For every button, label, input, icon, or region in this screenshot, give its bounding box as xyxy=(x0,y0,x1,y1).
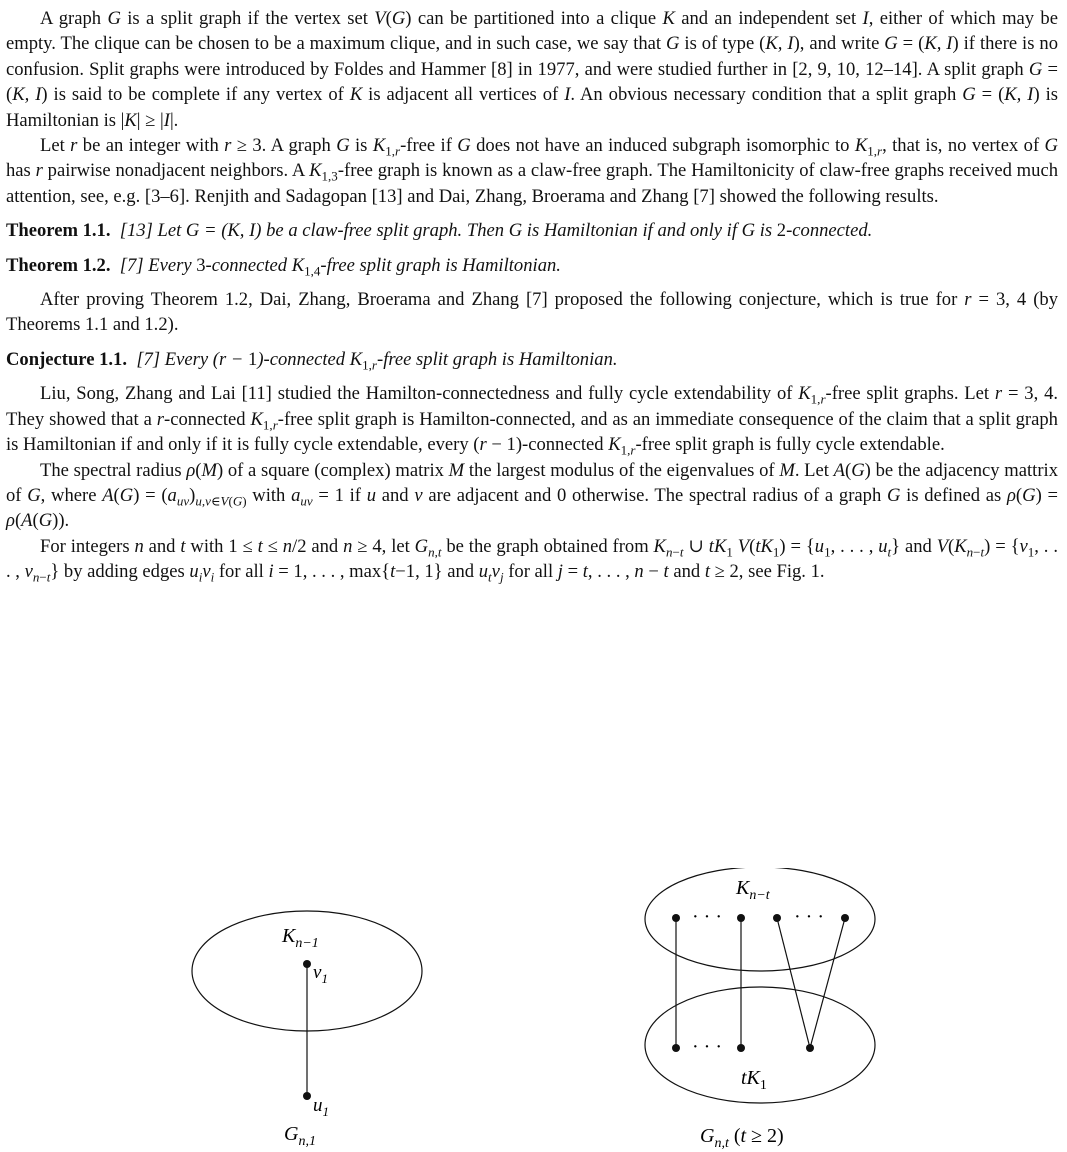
vertex-top-3 xyxy=(773,914,781,922)
paragraph-gnt-definition: For integers n and t with 1 ≤ t ≤ n/2 and n ≥ 4, let $G_{n,t}$ be the graph obtained from $K_{n-t}$ ∪ $tK_1$ $V(tK_1) = \{u_1$, . . . , $u_t$} and $V(K_{n-t}) = \{v_1$, . . . , $v_{n-t}$} by adding edges $u_iv_i$ for all i = 1, . . . , max{t−1, 1} and $u_tv_j$ for all j = t, . . . , n − t and t ≥ 2, see Fig. 1. xyxy=(6,535,1058,585)
vertex-top-2 xyxy=(737,914,745,922)
dots-top-2: · · · xyxy=(794,906,824,928)
conjecture-1-1: Conjecture 1.1. [7] Every (r − 1)-connected $K_{1,r}$-free split graph is Hamiltonian. xyxy=(6,348,618,373)
figure-1 xyxy=(0,868,1067,1152)
figure-right-gnt xyxy=(645,868,875,1151)
dots-bottom: · · · xyxy=(692,1036,722,1058)
edge-ut-vnt xyxy=(810,918,845,1048)
independent-label: $tK_1$ xyxy=(741,1067,767,1093)
vertex-v1-label: $v_1$ xyxy=(313,962,328,986)
caption-left: $G_{n,1}$ xyxy=(284,1123,316,1149)
vertex-v1 xyxy=(303,960,311,968)
conjecture-1-1-head: Conjecture 1.1. xyxy=(6,348,128,370)
vertex-top-1 xyxy=(672,914,680,922)
paragraph-liu-song: Liu, Song, Zhang and Lai [11] studied the Hamilton-connectedness and fully cycle extendability of $K_{1,r}$-free split graphs. Let r = 3, 4. They showed that a r-connected $K_{1,r}$-free split graph is Hamilton-connected, and as an immediate consequence of the claim that a split graph is Hamiltonian if and only if it is fully cycle extendable, every (r − 1)-connected $K_{1,r}$-free split graph is fully cycle extendable. xyxy=(6,383,1059,458)
edge-ut-vt xyxy=(777,918,810,1048)
vertex-u1-label: $u_1$ xyxy=(313,1095,329,1119)
paragraph-after-theorem: After proving Theorem 1.2, Dai, Zhang, Broerama and Zhang [7] proposed the following conjecture, which is true for r = 3, 4 (by Theorems 1.1 and 1.2). xyxy=(6,289,1058,336)
vertex-u1 xyxy=(303,1092,311,1100)
paragraph-claw-free: Let r be an integer with r ≥ 3. A graph G is $K_{1,r}$-free if G does not have an induced subgraph isomorphic to $K_{1,r}$, that is, no vertex of G has r pairwise nonadjacent neighbors. A $K_{1,3}$-free graph is known as a claw-free graph. The Hamiltonicity of claw-free graphs received much attention, see, e.g. [3–6]. Renjith and Sadagopan [13] and Dai, Zhang, Broerama and Zhang [7] showed the following results. xyxy=(6,135,1058,207)
theorem-1-1-head: Theorem 1.1. xyxy=(6,220,111,242)
clique-label-right: $K_{n-t}$ xyxy=(736,877,770,903)
dots-top-1: · · · xyxy=(692,906,722,928)
theorem-1-2: Theorem 1.2. [7] Every 3-connected $K_{1,4}$-free split graph is Hamiltonian. xyxy=(6,254,561,279)
clique-label-left: $K_{n-1}$ xyxy=(282,925,319,951)
paper-page xyxy=(6,6,1058,585)
caption-right: $G_{n,t}$ (t ≥ 2) xyxy=(700,1125,784,1151)
paragraph-spectral-radius: The spectral radius ρ(M) of a square (complex) matrix M the largest modulus of the eigenvalues of M. Let A(G) be the adjacency mattrix of G, where $A(G) = (a_{uv})_{u,v\in V(G)}$ with $a_{uv} = 1$ if u and v are adjacent and 0 otherwise. The spectral radius of a graph G is defined as ρ(G) = ρ(A(G)). xyxy=(6,459,1059,532)
theorem-1-2-head: Theorem 1.2. xyxy=(6,254,111,276)
vertex-ut xyxy=(806,1044,814,1052)
theorem-1-1: Theorem 1.1. [13] Let G = (K, I) be a claw-free split graph. Then G is Hamiltonian if and only if G is 2-connected. xyxy=(6,220,873,242)
paragraph-split-graphs: A graph G is a split graph if the vertex set V(G) can be partitioned into a clique K and an independent set I, either of which may be empty. The clique can be chosen to be a maximum clique, and in such case, we say that G is of type (K, I), and write G = (K, I) if there is no confusion. Split graphs were introduced by Foldes and Hammer [8] in 1977, and were studied further in [2, 9, 10, 12–14]. A split graph G = (K, I) is said to be complete if any vertex of K is adjacent all vertices of I. An obvious necessary condition that a split graph G = (K, I) is Hamiltonian is |K| ≥ |I|. xyxy=(6,8,1059,131)
vertex-bottom-2 xyxy=(737,1044,745,1052)
vertex-bottom-1 xyxy=(672,1044,680,1052)
figure-left-gn1 xyxy=(192,911,422,1149)
vertex-top-4 xyxy=(841,914,849,922)
